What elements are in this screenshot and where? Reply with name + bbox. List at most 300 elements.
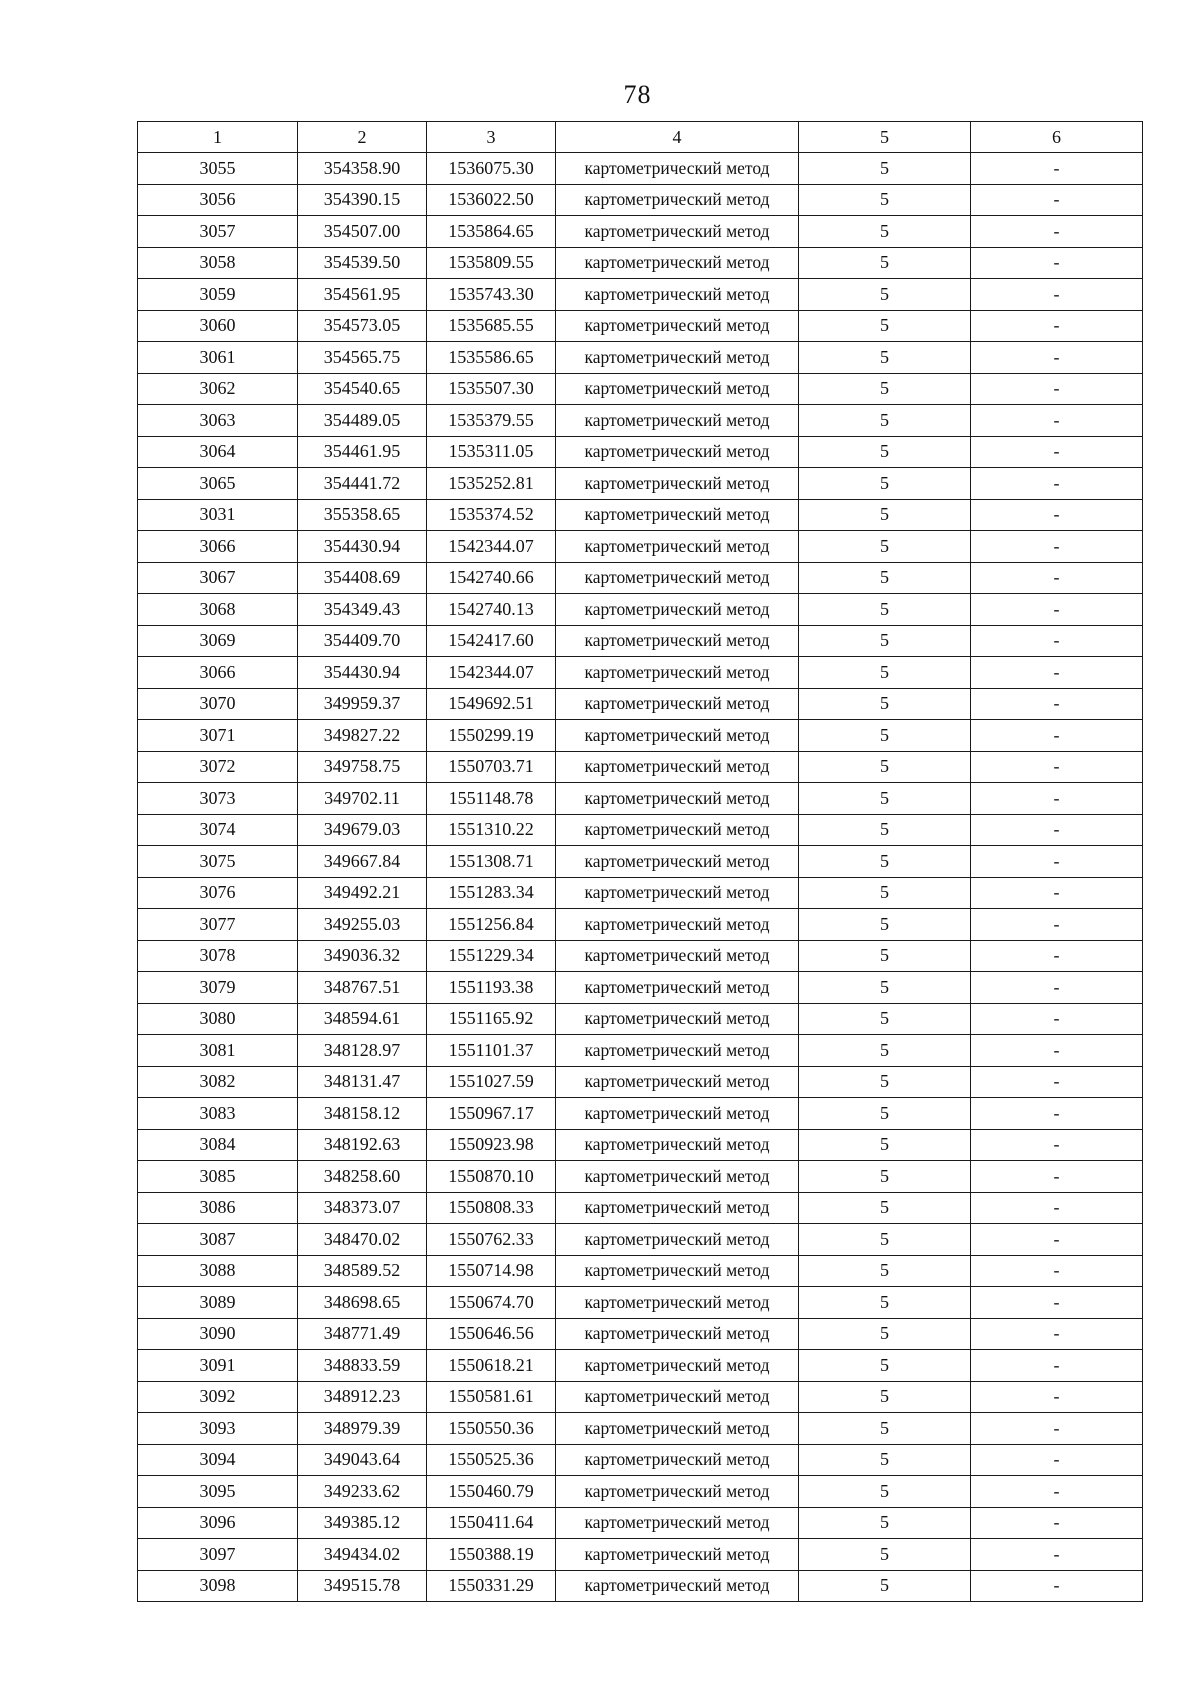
cell-method: картометрический метод — [556, 783, 799, 815]
table-row — [138, 1413, 1143, 1445]
cell-y-coordinate: 1542740.66 — [427, 562, 556, 594]
cell-x-coordinate: 349036.32 — [298, 940, 427, 972]
cell-accuracy: 5 — [799, 1507, 971, 1539]
cell-x-coordinate: 354461.95 — [298, 436, 427, 468]
cell-y-coordinate: 1551256.84 — [427, 909, 556, 941]
cell-method: картометрический метод — [556, 562, 799, 594]
table-row — [138, 1570, 1143, 1602]
cell-note: - — [971, 373, 1143, 405]
cell-x-coordinate: 355358.65 — [298, 499, 427, 531]
table-row — [138, 783, 1143, 815]
cell-x-coordinate: 354507.00 — [298, 216, 427, 248]
cell-note: - — [971, 310, 1143, 342]
header-cell-2: 2 — [298, 122, 427, 153]
cell-y-coordinate: 1542740.13 — [427, 594, 556, 626]
header-cell-3: 3 — [427, 122, 556, 153]
cell-x-coordinate: 349255.03 — [298, 909, 427, 941]
cell-note: - — [971, 405, 1143, 437]
cell-x-coordinate: 354430.94 — [298, 531, 427, 563]
cell-point-number: 3064 — [138, 436, 298, 468]
cell-point-number: 3066 — [138, 531, 298, 563]
cell-note: - — [971, 216, 1143, 248]
table-row — [138, 1381, 1143, 1413]
header-cell-4: 4 — [556, 122, 799, 153]
cell-y-coordinate: 1550967.17 — [427, 1098, 556, 1130]
table-row — [138, 1066, 1143, 1098]
table-row — [138, 531, 1143, 563]
cell-accuracy: 5 — [799, 1192, 971, 1224]
cell-x-coordinate: 349385.12 — [298, 1507, 427, 1539]
cell-x-coordinate: 348833.59 — [298, 1350, 427, 1382]
cell-x-coordinate: 354430.94 — [298, 657, 427, 689]
cell-method: картометрический метод — [556, 909, 799, 941]
table-row — [138, 720, 1143, 752]
cell-point-number: 3070 — [138, 688, 298, 720]
cell-y-coordinate: 1550581.61 — [427, 1381, 556, 1413]
cell-note: - — [971, 783, 1143, 815]
cell-method: картометрический метод — [556, 247, 799, 279]
cell-accuracy: 5 — [799, 1035, 971, 1067]
cell-note: - — [971, 940, 1143, 972]
table-header — [138, 122, 1143, 153]
cell-method: картометрический метод — [556, 1255, 799, 1287]
cell-y-coordinate: 1535507.30 — [427, 373, 556, 405]
cell-note: - — [971, 1224, 1143, 1256]
cell-y-coordinate: 1535743.30 — [427, 279, 556, 311]
cell-y-coordinate: 1550808.33 — [427, 1192, 556, 1224]
cell-x-coordinate: 348158.12 — [298, 1098, 427, 1130]
table-row — [138, 562, 1143, 594]
table-row — [138, 625, 1143, 657]
header-row — [138, 122, 1143, 153]
cell-x-coordinate: 354358.90 — [298, 153, 427, 185]
cell-y-coordinate: 1550703.71 — [427, 751, 556, 783]
cell-x-coordinate: 348373.07 — [298, 1192, 427, 1224]
cell-accuracy: 5 — [799, 846, 971, 878]
cell-note: - — [971, 1350, 1143, 1382]
table-row — [138, 468, 1143, 500]
cell-method: картометрический метод — [556, 1161, 799, 1193]
cell-method: картометрический метод — [556, 720, 799, 752]
header-cell-1: 1 — [138, 122, 298, 153]
cell-point-number: 3031 — [138, 499, 298, 531]
table-row — [138, 373, 1143, 405]
cell-method: картометрический метод — [556, 1035, 799, 1067]
cell-accuracy: 5 — [799, 909, 971, 941]
cell-note: - — [971, 594, 1143, 626]
table-row — [138, 216, 1143, 248]
cell-point-number: 3066 — [138, 657, 298, 689]
cell-method: картометрический метод — [556, 1066, 799, 1098]
cell-y-coordinate: 1542417.60 — [427, 625, 556, 657]
cell-accuracy: 5 — [799, 153, 971, 185]
table-row — [138, 405, 1143, 437]
cell-note: - — [971, 846, 1143, 878]
cell-y-coordinate: 1550460.79 — [427, 1476, 556, 1508]
cell-method: картометрический метод — [556, 1287, 799, 1319]
cell-y-coordinate: 1550411.64 — [427, 1507, 556, 1539]
cell-note: - — [971, 1003, 1143, 1035]
cell-y-coordinate: 1550525.36 — [427, 1444, 556, 1476]
cell-note: - — [971, 657, 1143, 689]
page-number: 78 — [623, 80, 652, 109]
table-row — [138, 1192, 1143, 1224]
cell-method: картометрический метод — [556, 1003, 799, 1035]
cell-point-number: 3079 — [138, 972, 298, 1004]
cell-method: картометрический метод — [556, 751, 799, 783]
cell-note: - — [971, 1444, 1143, 1476]
cell-accuracy: 5 — [799, 1570, 971, 1602]
cell-x-coordinate: 348767.51 — [298, 972, 427, 1004]
table-row — [138, 1224, 1143, 1256]
cell-point-number: 3065 — [138, 468, 298, 500]
cell-point-number: 3088 — [138, 1255, 298, 1287]
cell-note: - — [971, 247, 1143, 279]
cell-x-coordinate: 354573.05 — [298, 310, 427, 342]
cell-method: картометрический метод — [556, 1098, 799, 1130]
cell-accuracy: 5 — [799, 373, 971, 405]
cell-point-number: 3057 — [138, 216, 298, 248]
cell-accuracy: 5 — [799, 531, 971, 563]
table-row — [138, 279, 1143, 311]
table-row — [138, 436, 1143, 468]
cell-x-coordinate: 348771.49 — [298, 1318, 427, 1350]
cell-note: - — [971, 1035, 1143, 1067]
cell-accuracy: 5 — [799, 310, 971, 342]
cell-note: - — [971, 909, 1143, 941]
cell-point-number: 3097 — [138, 1539, 298, 1571]
cell-point-number: 3075 — [138, 846, 298, 878]
cell-y-coordinate: 1535864.65 — [427, 216, 556, 248]
cell-point-number: 3055 — [138, 153, 298, 185]
cell-accuracy: 5 — [799, 1224, 971, 1256]
cell-accuracy: 5 — [799, 436, 971, 468]
cell-y-coordinate: 1551310.22 — [427, 814, 556, 846]
cell-y-coordinate: 1551101.37 — [427, 1035, 556, 1067]
table-row — [138, 909, 1143, 941]
cell-x-coordinate: 348698.65 — [298, 1287, 427, 1319]
cell-method: картометрический метод — [556, 1570, 799, 1602]
cell-y-coordinate: 1550331.29 — [427, 1570, 556, 1602]
table-row — [138, 1507, 1143, 1539]
table-row — [138, 846, 1143, 878]
cell-accuracy: 5 — [799, 562, 971, 594]
cell-point-number: 3073 — [138, 783, 298, 815]
cell-accuracy: 5 — [799, 1413, 971, 1445]
cell-accuracy: 5 — [799, 1161, 971, 1193]
cell-method: картометрический метод — [556, 846, 799, 878]
cell-note: - — [971, 1507, 1143, 1539]
cell-x-coordinate: 349233.62 — [298, 1476, 427, 1508]
cell-x-coordinate: 354565.75 — [298, 342, 427, 374]
cell-note: - — [971, 1381, 1143, 1413]
cell-y-coordinate: 1551165.92 — [427, 1003, 556, 1035]
cell-point-number: 3074 — [138, 814, 298, 846]
table-row — [138, 1318, 1143, 1350]
table-row — [138, 1003, 1143, 1035]
cell-note: - — [971, 625, 1143, 657]
header-cell-5: 5 — [799, 122, 971, 153]
cell-x-coordinate: 348589.52 — [298, 1255, 427, 1287]
table-row — [138, 972, 1143, 1004]
cell-point-number: 3072 — [138, 751, 298, 783]
cell-x-coordinate: 349679.03 — [298, 814, 427, 846]
table-row — [138, 1255, 1143, 1287]
table-body — [138, 153, 1143, 1602]
cell-note: - — [971, 1161, 1143, 1193]
cell-point-number: 3096 — [138, 1507, 298, 1539]
cell-x-coordinate: 354489.05 — [298, 405, 427, 437]
cell-x-coordinate: 348128.97 — [298, 1035, 427, 1067]
cell-accuracy: 5 — [799, 1350, 971, 1382]
cell-accuracy: 5 — [799, 940, 971, 972]
cell-y-coordinate: 1551027.59 — [427, 1066, 556, 1098]
cell-method: картометрический метод — [556, 342, 799, 374]
table-row — [138, 1287, 1143, 1319]
cell-point-number: 3091 — [138, 1350, 298, 1382]
cell-point-number: 3086 — [138, 1192, 298, 1224]
cell-x-coordinate: 354540.65 — [298, 373, 427, 405]
cell-point-number: 3069 — [138, 625, 298, 657]
cell-y-coordinate: 1542344.07 — [427, 657, 556, 689]
cell-method: картометрический метод — [556, 972, 799, 1004]
cell-accuracy: 5 — [799, 1318, 971, 1350]
cell-note: - — [971, 184, 1143, 216]
cell-x-coordinate: 354349.43 — [298, 594, 427, 626]
table-row — [138, 247, 1143, 279]
cell-point-number: 3067 — [138, 562, 298, 594]
cell-point-number: 3076 — [138, 877, 298, 909]
cell-accuracy: 5 — [799, 1129, 971, 1161]
cell-x-coordinate: 354539.50 — [298, 247, 427, 279]
cell-y-coordinate: 1550646.56 — [427, 1318, 556, 1350]
cell-point-number: 3094 — [138, 1444, 298, 1476]
table-row — [138, 1098, 1143, 1130]
cell-note: - — [971, 1066, 1143, 1098]
cell-accuracy: 5 — [799, 720, 971, 752]
cell-note: - — [971, 751, 1143, 783]
coordinates-table — [137, 121, 1143, 1602]
cell-method: картометрический метод — [556, 279, 799, 311]
cell-note: - — [971, 153, 1143, 185]
cell-note: - — [971, 1192, 1143, 1224]
cell-x-coordinate: 349434.02 — [298, 1539, 427, 1571]
cell-point-number: 3090 — [138, 1318, 298, 1350]
cell-method: картометрический метод — [556, 184, 799, 216]
cell-note: - — [971, 1570, 1143, 1602]
cell-accuracy: 5 — [799, 1444, 971, 1476]
table-row — [138, 1444, 1143, 1476]
cell-y-coordinate: 1536022.50 — [427, 184, 556, 216]
cell-method: картометрический метод — [556, 1476, 799, 1508]
cell-y-coordinate: 1551308.71 — [427, 846, 556, 878]
cell-method: картометрический метод — [556, 531, 799, 563]
cell-x-coordinate: 349758.75 — [298, 751, 427, 783]
cell-accuracy: 5 — [799, 814, 971, 846]
table-row — [138, 751, 1143, 783]
cell-method: картометрический метод — [556, 877, 799, 909]
cell-y-coordinate: 1535586.65 — [427, 342, 556, 374]
cell-accuracy: 5 — [799, 972, 971, 1004]
cell-y-coordinate: 1551148.78 — [427, 783, 556, 815]
cell-note: - — [971, 972, 1143, 1004]
cell-accuracy: 5 — [799, 1381, 971, 1413]
cell-method: картометрический метод — [556, 1539, 799, 1571]
cell-y-coordinate: 1551283.34 — [427, 877, 556, 909]
cell-x-coordinate: 349702.11 — [298, 783, 427, 815]
cell-method: картометрический метод — [556, 1413, 799, 1445]
cell-accuracy: 5 — [799, 1476, 971, 1508]
table-row — [138, 310, 1143, 342]
table-row — [138, 1161, 1143, 1193]
table-row — [138, 657, 1143, 689]
cell-method: картометрический метод — [556, 940, 799, 972]
cell-accuracy: 5 — [799, 216, 971, 248]
cell-method: картометрический метод — [556, 1381, 799, 1413]
cell-note: - — [971, 1129, 1143, 1161]
cell-note: - — [971, 1476, 1143, 1508]
cell-point-number: 3056 — [138, 184, 298, 216]
table-row — [138, 499, 1143, 531]
cell-accuracy: 5 — [799, 405, 971, 437]
cell-point-number: 3062 — [138, 373, 298, 405]
cell-y-coordinate: 1550714.98 — [427, 1255, 556, 1287]
cell-point-number: 3078 — [138, 940, 298, 972]
cell-note: - — [971, 1318, 1143, 1350]
cell-note: - — [971, 1098, 1143, 1130]
cell-method: картометрический метод — [556, 1192, 799, 1224]
cell-method: картометрический метод — [556, 814, 799, 846]
cell-point-number: 3058 — [138, 247, 298, 279]
cell-accuracy: 5 — [799, 688, 971, 720]
table-row — [138, 688, 1143, 720]
cell-note: - — [971, 688, 1143, 720]
cell-point-number: 3082 — [138, 1066, 298, 1098]
cell-x-coordinate: 354390.15 — [298, 184, 427, 216]
cell-y-coordinate: 1536075.30 — [427, 153, 556, 185]
table-row — [138, 1035, 1143, 1067]
cell-y-coordinate: 1550618.21 — [427, 1350, 556, 1382]
cell-method: картометрический метод — [556, 657, 799, 689]
cell-accuracy: 5 — [799, 877, 971, 909]
cell-y-coordinate: 1550299.19 — [427, 720, 556, 752]
table-row — [138, 814, 1143, 846]
table-row — [138, 1350, 1143, 1382]
cell-point-number: 3081 — [138, 1035, 298, 1067]
cell-point-number: 3080 — [138, 1003, 298, 1035]
cell-point-number: 3077 — [138, 909, 298, 941]
cell-method: картометрический метод — [556, 468, 799, 500]
cell-point-number: 3095 — [138, 1476, 298, 1508]
cell-note: - — [971, 814, 1143, 846]
cell-method: картометрический метод — [556, 1507, 799, 1539]
cell-note: - — [971, 468, 1143, 500]
cell-point-number: 3060 — [138, 310, 298, 342]
cell-y-coordinate: 1550870.10 — [427, 1161, 556, 1193]
cell-accuracy: 5 — [799, 1003, 971, 1035]
cell-accuracy: 5 — [799, 1255, 971, 1287]
cell-y-coordinate: 1551193.38 — [427, 972, 556, 1004]
cell-x-coordinate: 354441.72 — [298, 468, 427, 500]
cell-note: - — [971, 1413, 1143, 1445]
cell-method: картометрический метод — [556, 1444, 799, 1476]
table-row — [138, 877, 1143, 909]
cell-method: картометрический метод — [556, 499, 799, 531]
cell-accuracy: 5 — [799, 499, 971, 531]
cell-x-coordinate: 348258.60 — [298, 1161, 427, 1193]
table-row — [138, 153, 1143, 185]
cell-y-coordinate: 1535374.52 — [427, 499, 556, 531]
cell-x-coordinate: 349827.22 — [298, 720, 427, 752]
cell-accuracy: 5 — [799, 1066, 971, 1098]
cell-y-coordinate: 1535379.55 — [427, 405, 556, 437]
cell-y-coordinate: 1535685.55 — [427, 310, 556, 342]
cell-y-coordinate: 1550674.70 — [427, 1287, 556, 1319]
cell-method: картометрический метод — [556, 216, 799, 248]
cell-x-coordinate: 348470.02 — [298, 1224, 427, 1256]
cell-method: картометрический метод — [556, 1129, 799, 1161]
cell-note: - — [971, 342, 1143, 374]
cell-accuracy: 5 — [799, 247, 971, 279]
cell-method: картометрический метод — [556, 153, 799, 185]
cell-note: - — [971, 720, 1143, 752]
cell-accuracy: 5 — [799, 783, 971, 815]
cell-y-coordinate: 1551229.34 — [427, 940, 556, 972]
cell-x-coordinate: 348192.63 — [298, 1129, 427, 1161]
cell-accuracy: 5 — [799, 625, 971, 657]
cell-note: - — [971, 436, 1143, 468]
table-row — [138, 1539, 1143, 1571]
cell-accuracy: 5 — [799, 657, 971, 689]
cell-x-coordinate: 349492.21 — [298, 877, 427, 909]
cell-x-coordinate: 348979.39 — [298, 1413, 427, 1445]
cell-y-coordinate: 1550923.98 — [427, 1129, 556, 1161]
cell-note: - — [971, 877, 1143, 909]
cell-x-coordinate: 349959.37 — [298, 688, 427, 720]
cell-accuracy: 5 — [799, 342, 971, 374]
cell-method: картометрический метод — [556, 310, 799, 342]
cell-accuracy: 5 — [799, 1539, 971, 1571]
cell-point-number: 3061 — [138, 342, 298, 374]
cell-note: - — [971, 1287, 1143, 1319]
cell-note: - — [971, 531, 1143, 563]
cell-point-number: 3068 — [138, 594, 298, 626]
cell-note: - — [971, 562, 1143, 594]
cell-y-coordinate: 1550762.33 — [427, 1224, 556, 1256]
cell-point-number: 3083 — [138, 1098, 298, 1130]
table-row — [138, 184, 1143, 216]
cell-y-coordinate: 1535809.55 — [427, 247, 556, 279]
cell-x-coordinate: 354561.95 — [298, 279, 427, 311]
cell-point-number: 3059 — [138, 279, 298, 311]
table-row — [138, 1476, 1143, 1508]
cell-accuracy: 5 — [799, 184, 971, 216]
cell-point-number: 3085 — [138, 1161, 298, 1193]
cell-method: картометрический метод — [556, 688, 799, 720]
cell-accuracy: 5 — [799, 468, 971, 500]
cell-accuracy: 5 — [799, 751, 971, 783]
cell-y-coordinate: 1550550.36 — [427, 1413, 556, 1445]
cell-point-number: 3071 — [138, 720, 298, 752]
cell-note: - — [971, 279, 1143, 311]
cell-x-coordinate: 348594.61 — [298, 1003, 427, 1035]
cell-y-coordinate: 1535311.05 — [427, 436, 556, 468]
cell-note: - — [971, 1255, 1143, 1287]
cell-point-number: 3084 — [138, 1129, 298, 1161]
cell-x-coordinate: 349515.78 — [298, 1570, 427, 1602]
table-row — [138, 594, 1143, 626]
cell-accuracy: 5 — [799, 279, 971, 311]
